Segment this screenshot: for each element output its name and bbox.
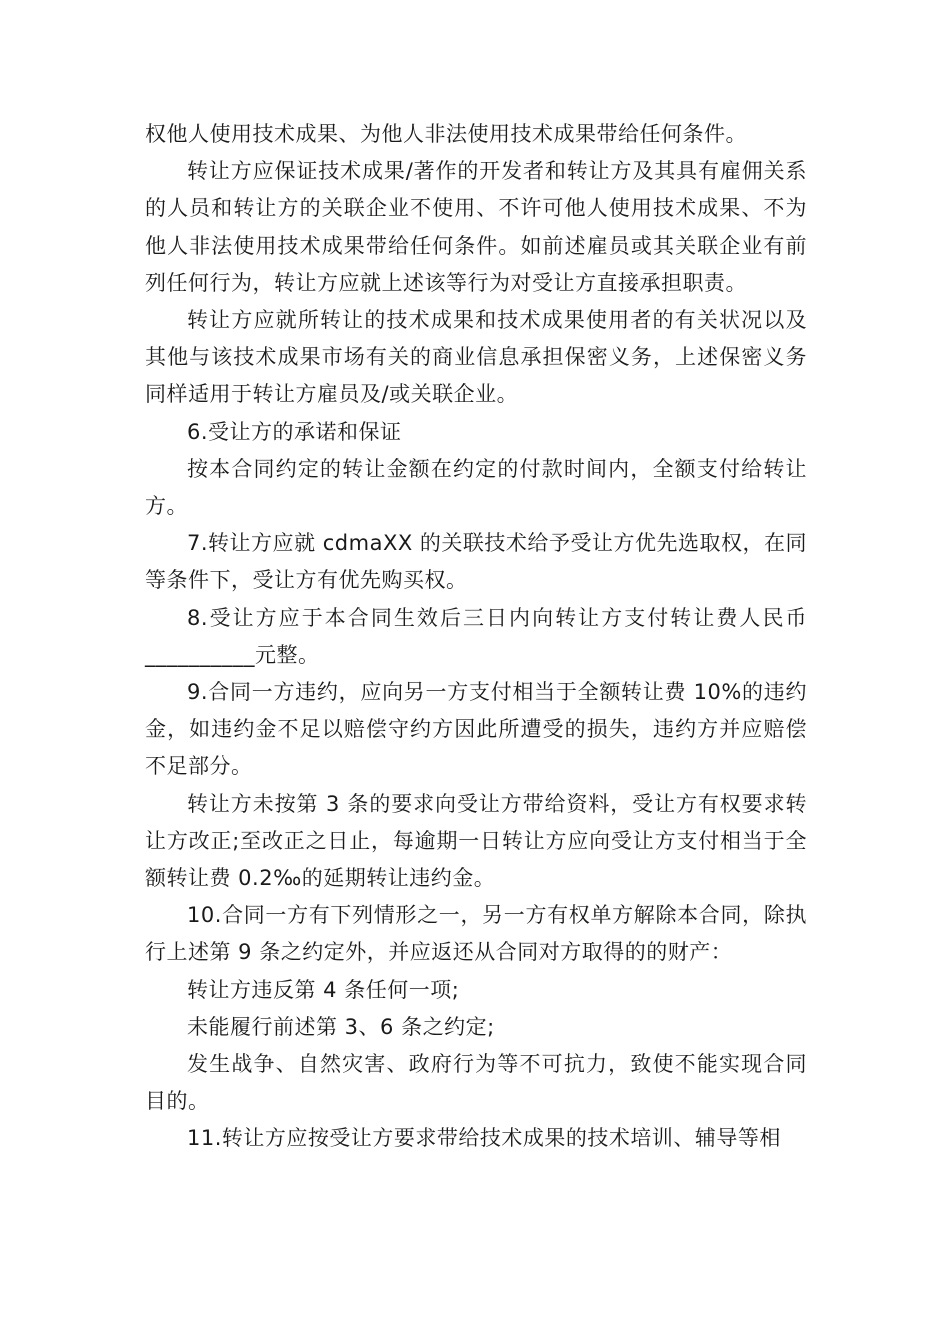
paragraph-2: 转让方应保证技术成果/著作的开发者和转让方及其具有雇佣关系的人员和转让方的关联企业不使用、不许可他人使用技术成果、不为他人非法使用技术成果带给任何条件。如前述雇员或其关联企业有前列任何行为，转让方应就上述该等行为对受让方直接承担职责。 — [145, 159, 807, 295]
clause-10-item-3: 发生战争、自然灾害、政府行为等不可抗力，致使不能实现合同目的。 — [145, 1052, 807, 1114]
paragraph-9: 转让方未按第 3 条的要求向受让方带给资料，受让方有权要求转让方改正;至改正之日止，每逾期一日转让方应向受让方支付相当于全额转让费 0.2‰的延期转让违约金。 — [145, 791, 807, 891]
paragraph-1: 权他人使用技术成果、为他人非法使用技术成果带给任何条件。 — [145, 122, 747, 146]
paragraph-3: 转让方应就所转让的技术成果和技术成果使用者的有关状况以及其他与该技术成果市场有关的商业信息承担保密义务，上述保密义务同样适用于转让方雇员及/或关联企业。 — [145, 308, 807, 407]
clause-10: 10.合同一方有下列情形之一，另一方有权单方解除本合同，除执行上述第 9 条之约定外，并应返还从合同对方取得的的财产： — [145, 903, 807, 965]
paragraph-5: 按本合同约定的转让金额在约定的付款时间内，全额支付给转让方。 — [145, 456, 807, 519]
clause-9: 9.合同一方违约，应向另一方支付相当于全额转让费 10%的违约金，如违约金不足以赔偿守约方因此所遭受的损失，违约方并应赔偿不足部分。 — [145, 680, 807, 779]
section-heading-6: 6.受让方的承诺和保证 — [187, 419, 402, 444]
clause-8: 8.受让方应于本合同生效后三日内向转让方支付转让费人民币__________元整。 — [145, 605, 807, 667]
document-body — [145, 116, 807, 1158]
clause-7: 7.转让方应就 cdmaXX 的关联技术给予受让方优先选取权，在同等条件下，受让方有优先购买权。 — [145, 531, 807, 593]
clause-10-item-2: 未能履行前述第 3、6 条之约定; — [187, 1014, 495, 1039]
clause-10-item-1: 转让方违反第 4 条任何一项; — [187, 977, 460, 1002]
clause-11: 11.转让方应按受让方要求带给技术成果的技术培训、辅导等相 — [187, 1126, 781, 1151]
